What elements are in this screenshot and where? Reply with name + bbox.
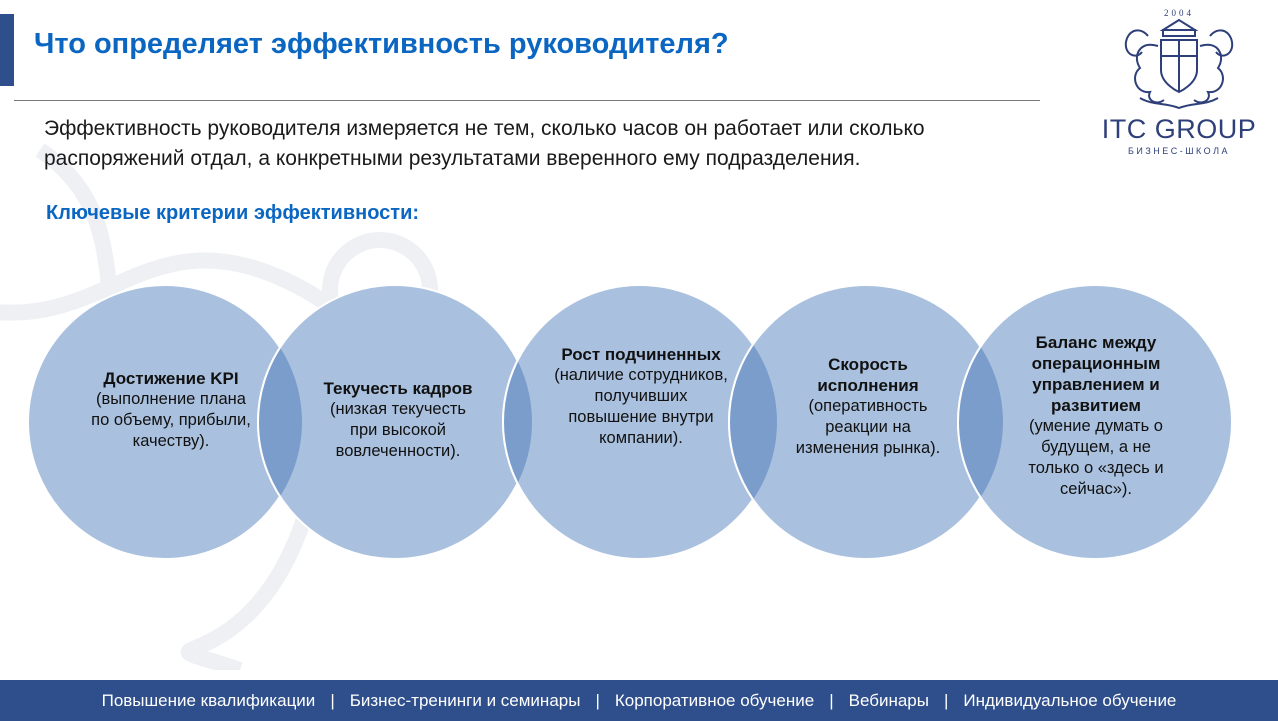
criterion-label-5 — [1015, 332, 1177, 500]
criterion-title: Достижение KPI — [103, 369, 239, 388]
criterion-label-1 — [85, 368, 257, 452]
criterion-desc: (умение думать о будущем, а не только о «здесь и сейчас»). — [1028, 417, 1164, 498]
criterion-desc: (наличие сотрудников, получивших повышение внутри компании). — [554, 366, 728, 447]
criterion-label-4 — [793, 354, 943, 459]
logo-name: ITC GROUP — [1101, 114, 1257, 144]
criterion-label-3 — [553, 344, 729, 449]
footer-separator: | — [330, 690, 335, 710]
footer-item: Бизнес-тренинги и семинары — [349, 690, 581, 710]
criterion-title: Баланс между операционным управлением и развитием — [1031, 333, 1161, 415]
logo-subtitle: БИЗНЕС-ШКОЛА — [1127, 146, 1230, 156]
logo-year: 2004 — [1164, 8, 1194, 18]
footer-separator: | — [595, 690, 600, 710]
footer-item: Индивидуальное обучение — [963, 690, 1177, 710]
footer-separator: | — [829, 690, 834, 710]
criterion-desc: (оперативность реакции на изменения рынка). — [795, 397, 941, 457]
page-title: Что определяет эффективность руководителя? — [34, 28, 729, 60]
footer-item: Повышение квалификации — [101, 690, 316, 710]
footer-item: Вебинары — [848, 690, 929, 710]
criterion-title: Рост подчиненных — [561, 345, 721, 364]
criterion-desc: (выполнение плана по объему, прибыли, качеству). — [91, 390, 251, 450]
criteria-heading: Ключевые критерии эффективности: — [46, 202, 420, 224]
footer-item: Корпоративное обучение — [614, 690, 815, 710]
criterion-label-2 — [318, 378, 478, 462]
footer-separator: | — [943, 690, 949, 710]
criterion-title: Текучесть кадров — [323, 379, 473, 398]
footer-bar — [0, 680, 1278, 721]
criterion-desc: (низкая текучесть при высокой вовлеченности). — [329, 400, 467, 460]
criterion-title: Скорость исполнения — [817, 355, 919, 395]
intro-paragraph: Эффективность руководителя измеряется не тем, сколько часов он работает или сколько распоряжений отдал, а конкретными результатами вверенного ему подразделения. — [44, 117, 925, 170]
